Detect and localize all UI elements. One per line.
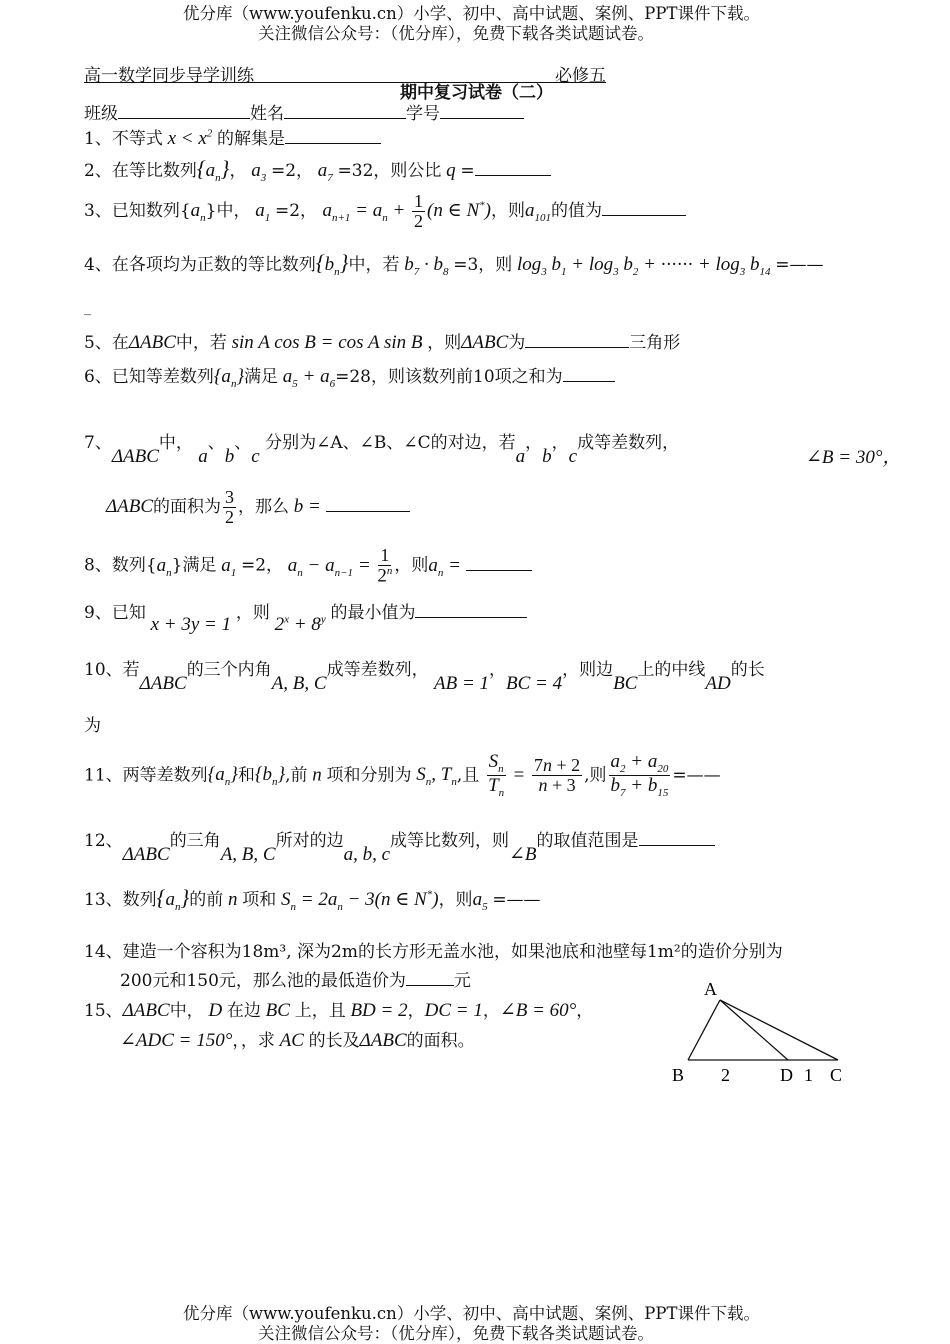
question-7-cont: ΔABC的面积为 $\frac{3}{2}$ ，那么 b =: [106, 488, 410, 527]
question-10-cont: 为: [84, 716, 101, 736]
label-a: A: [704, 979, 717, 999]
label-bd: 2: [721, 1065, 730, 1085]
question-15: 15、ΔABC中， D 在边 BC 上，且 BD = 2，DC = 1，∠B = 60°，: [84, 1000, 594, 1021]
footer-line-1: 优分库（www.youfenku.cn）小学、初中、高中试题、案例、PPT课件下载。: [183, 1304, 760, 1323]
question-14: 14、建造一个容积为18m³, 深为2m的长方形无盖水池，如果池底和池壁每1m²的造价分别为: [84, 942, 783, 962]
question-4-overflow: _: [84, 300, 91, 316]
question-2: 2、在等比数列$\{a_n\}$， $a_3 =2$， $a_7 =32$，则公比 q =: [84, 156, 551, 184]
header-line-2: 关注微信公众号：（优分库），免费下载各类试题试卷。: [258, 24, 654, 43]
name-fields: 班级 姓名 学号: [84, 99, 524, 124]
question-14-cont: 200元和150元，那么池的最低造价为 元: [120, 971, 471, 991]
question-5: 5、在ΔABC中，若 sin A cos B = cos A sin B ，则ΔABC为 三角形: [84, 332, 681, 353]
question-9: 9、已知 x + 3y = 1 ，则 $2^x + 8^y$ 的最小值为: [84, 598, 527, 624]
label-d: D: [780, 1065, 793, 1085]
label-b: B: [672, 1065, 685, 1085]
question-1: 1、不等式 $x < x^2$ 的解集是: [84, 124, 381, 150]
question-10: 10、若ΔABC的三个内角A, B, C成等差数列， AB = 1，BC = 4，则边BC上的中线AD的长: [84, 660, 765, 694]
label-c: C: [830, 1065, 843, 1085]
question-8: 8、数列$\{a_n\}$满足 $a_1 =2$， $a_n - a_{n-1}$ = $\frac{1}{2^n}$ ，则$a_n$ =: [84, 546, 532, 586]
question-15-cont: ∠ADC = 150°，，求 AC 的长及ΔABC的面积。: [120, 1030, 475, 1051]
triangle-figure: [660, 975, 860, 1090]
footer-line-2: 关注微信公众号：（优分库），免费下载各类试题试卷。: [258, 1324, 654, 1343]
page-title: 期中复习试卷（二）: [400, 83, 553, 103]
question-4: 4、在各项均为正数的等比数列$\{b_n\}$中，若 $b_7 \cdot b_8 =3$，则 $\log_3 b_1 + \log_3 b_2$ + ······ + $\log_3 b_{14}$ =——: [84, 250, 824, 278]
question-12: 12、ΔABC的三角A, B, C所对的边a, b, c成等比数列，则∠B的取值范围是: [84, 826, 715, 852]
series-name: 高一数学同步导学训练: [84, 66, 254, 86]
question-7-angle: ∠B = 30°，: [806, 447, 902, 468]
question-3: 3、已知数列$\{a_n\}$中， $a_1 =2$， $a_{n+1} = a_n$ + $\frac{1}{2}$ (n ∈ N*)，则$a_{101}$的值为: [84, 192, 686, 231]
label-dc: 1: [804, 1065, 813, 1085]
side-ac: [720, 1000, 838, 1060]
side-ab: [688, 1000, 720, 1060]
header-line-1: 优分库（www.youfenku.cn）小学、初中、高中试题、案例、PPT课件下载。: [183, 4, 760, 23]
question-13: 13、数列$\{a_n\}$的前 n 项和 $S_n = 2a_n - 3(n$ ∈ N*)，则$a_5$ =——: [84, 885, 541, 913]
book-name: 必修五: [555, 66, 606, 86]
question-6: 6、已知等差数列$\{a_n\}$满足 $a_5 + a_6=28$，则该数列前10项之和为: [84, 362, 615, 390]
question-11: 11、两等差数列$\{a_n\}$和$\{b_n\}$,前 n 项和分别为 $S_n$, $T_n$,且 $\frac{S_n}{T_n}$ = $\frac{7n + 2}{n + 3}$ ,则 $\frac{a_2 + a_{20}}{b_7 + b_{15}}$ =——: [84, 751, 721, 800]
question-7: 7、ΔABC中， a、b、c 分别为∠A、∠B、∠C的对边，若a，b，c成等差数列，: [84, 433, 680, 467]
